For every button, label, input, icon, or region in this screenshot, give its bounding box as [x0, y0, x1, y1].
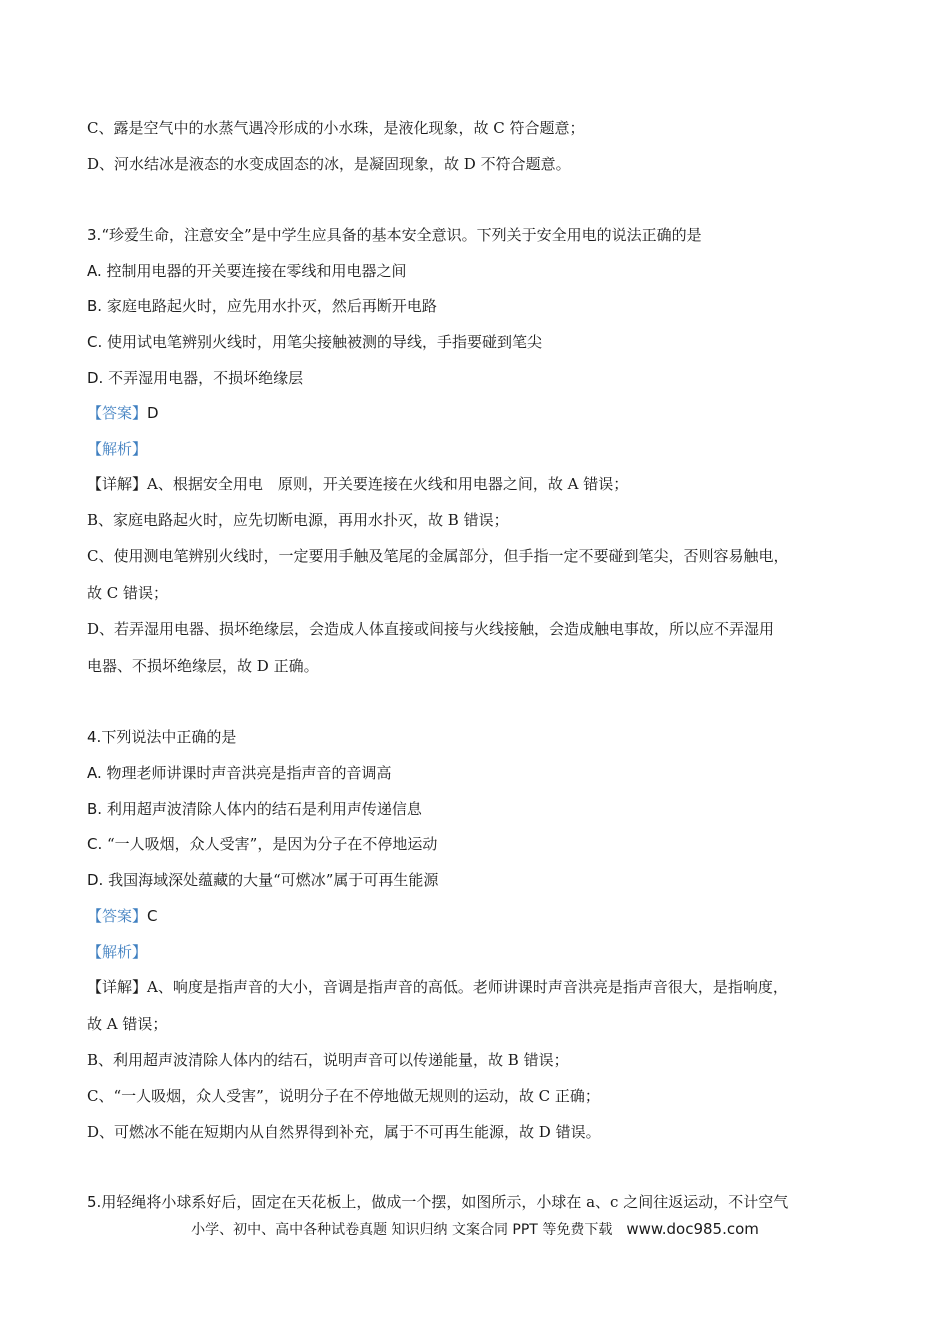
option-letter: A. [87, 764, 102, 782]
option-letter: B. [87, 297, 103, 315]
question-3-detail-4: 故 C 错误； [87, 584, 169, 602]
question-3-detail-5: D、若弄湿用电器、损坏绝缘层，会造成人体直接或间接与火线接触，会造成触电事故，所以应不弄湿用 [87, 620, 775, 638]
question-number: 4. [87, 728, 102, 746]
option-text: 不弄湿用电器，不损坏绝缘层 [103, 369, 304, 387]
question-3-detail-1 [87, 474, 628, 494]
question-text: “珍爱生命，注意安全”是中学生应具备的基本安全意识。下列关于安全用电的说法正确的是 [101, 226, 702, 244]
question-4-detail-1 [87, 977, 788, 997]
option-letter: D. [87, 369, 104, 387]
question-4-detail-2: 故 A 错误； [87, 1015, 168, 1033]
question-4-answer [87, 906, 158, 926]
question-4-option-a [87, 763, 392, 783]
detail-tag: 【详解】 [87, 475, 148, 493]
question-3-option-c [87, 332, 542, 352]
question-4-option-b [87, 799, 422, 819]
question-4-option-c [87, 834, 437, 854]
option-letter: B. [87, 800, 103, 818]
analysis-tag: 【解析】 [87, 440, 148, 458]
question-3-detail-3: C、使用测电笔辨别火线时，一定要用手触及笔尾的金属部分，但手指一定不要碰到笔尖，否则容易触电， [87, 547, 789, 565]
detail-tag: 【详解】 [87, 978, 148, 996]
question-4-detail-3: B、利用超声波清除人体内的结石，说明声音可以传递能量，故 B 错误； [87, 1051, 569, 1069]
option-letter: C. [87, 835, 103, 853]
footer-text: 小学、初中、高中各种试卷真题 知识归纳 文案合同 PPT 等免费下载 [191, 1222, 613, 1238]
option-text: 我国海域深处蕴藏的大量“可燃冰”属于可再生能源 [103, 871, 439, 889]
detail-text: A、响度是指声音的大小，音调是指声音的高低。老师讲课时声音洪亮是指声音很大，是指响度， [147, 978, 788, 996]
question-3-option-d [87, 368, 303, 388]
question-3-option-a [87, 261, 407, 281]
question-number: 3. [87, 226, 102, 244]
option-letter: C. [87, 333, 103, 351]
question-3-stem [87, 225, 702, 245]
question-3-option-b [87, 296, 437, 316]
option-text: 物理老师讲课时声音洪亮是指声音的音调高 [101, 764, 392, 782]
question-3-answer [87, 403, 159, 423]
question-3-detail-6: 电器、不损坏绝缘层，故 D 正确。 [87, 657, 319, 675]
option-text: 利用超声波清除人体内的结石是利用声传递信息 [102, 800, 422, 818]
question-3-analysis-tag [87, 439, 147, 459]
question-4-detail-5: D、可燃冰不能在短期内从自然界得到补充，属于不可再生能源，故 D 错误。 [87, 1123, 601, 1141]
prev-analysis-c: C、露是空气中的水蒸气遇冷形成的小水珠，是液化现象，故 C 符合题意； [87, 119, 585, 137]
answer-tag: 【答案】 [87, 404, 148, 422]
question-number: 5. [87, 1193, 102, 1211]
option-text: 使用试电笔辨别火线时，用笔尖接触被测的导线，手指要碰到笔尖 [102, 333, 543, 351]
option-text: 控制用电器的开关要连接在零线和用电器之间 [101, 262, 407, 280]
detail-text: A、根据安全用电 原则，开关要连接在火线和用电器之间，故 A 错误； [147, 475, 629, 493]
page-footer [0, 1219, 950, 1240]
question-3-detail-2: B、家庭电路起火时，应先切断电源，再用水扑灭，故 B 错误； [87, 511, 509, 529]
question-text: 用轻绳将小球系好后，固定在天花板上，做成一个摆，如图所示，小球在 a、c 之间往返运动，不计空气 [101, 1193, 789, 1211]
answer-value: D [147, 404, 159, 422]
option-text: 家庭电路起火时，应先用水扑灭，然后再断开电路 [102, 297, 437, 315]
question-4-option-d [87, 870, 438, 890]
option-letter: D. [87, 871, 104, 889]
footer-url[interactable]: www.doc985.com [626, 1220, 759, 1238]
question-4-analysis-tag [87, 942, 147, 962]
question-5-stem [87, 1192, 788, 1212]
option-text: “一人吸烟，众人受害”，是因为分子在不停地运动 [102, 835, 438, 853]
question-4-detail-4: C、“一人吸烟，众人受害”，说明分子在不停地做无规则的运动，故 C 正确； [87, 1087, 600, 1105]
answer-tag: 【答案】 [87, 907, 148, 925]
answer-value: C [147, 907, 158, 925]
question-4-stem [87, 727, 236, 747]
question-text: 下列说法中正确的是 [101, 728, 237, 746]
analysis-tag: 【解析】 [87, 943, 148, 961]
option-letter: A. [87, 262, 102, 280]
prev-analysis-d: D、河水结冰是液态的水变成固态的冰，是凝固现象，故 D 不符合题意。 [87, 155, 571, 173]
